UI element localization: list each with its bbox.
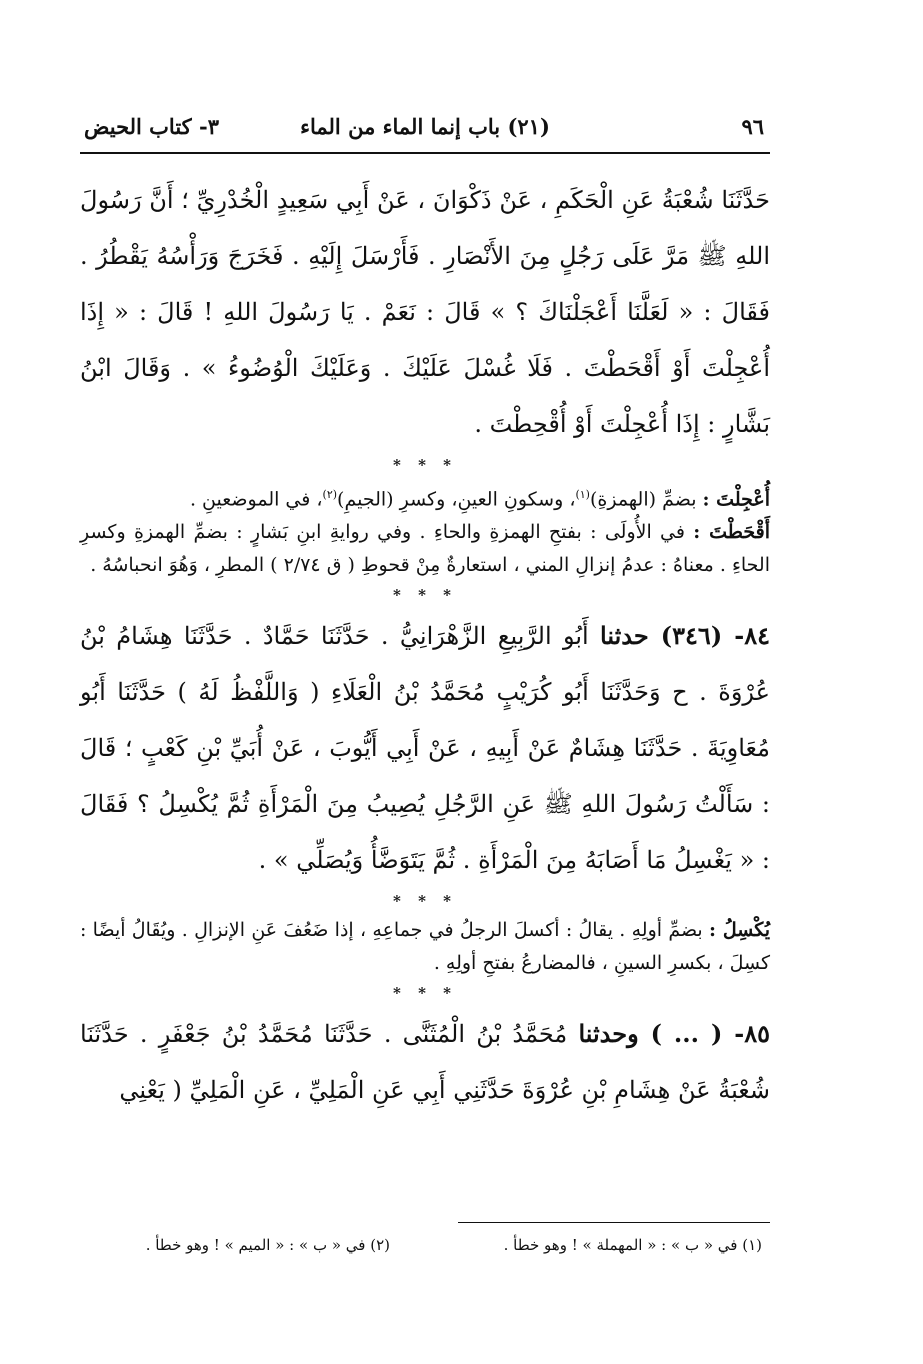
hadith-85 bbox=[80, 1006, 770, 1118]
hadith-number: ٨٤- bbox=[734, 621, 770, 651]
gloss-note bbox=[80, 914, 770, 980]
footnote-1: (١) في « ب » : « المهملة » ! وهو خطأ . bbox=[503, 1236, 762, 1254]
hadith-passage-continued: حَدَّثَنَا شُعْبَةُ عَنِ الْحَكَمِ ، عَنْ ذَكْوَانَ ، عَنْ أَبِي سَعِيدٍ الْخُدْرِيِّ ؛ أَنَّ رَسُولَ اللهِ ﷺ مَرَّ عَلَى رَجُلٍ مِنَ الأَنْصَارِ . فَأَرْسَلَ إِلَيْهِ . فَخَرَجَ وَرَأْسُهُ يَقْطُرُ . فَقَالَ : « لَعَلَّنَا أَعْجَلْنَاكَ ؟ » قَالَ : نَعَمْ . يَا رَسُولَ اللهِ ! قَالَ : « إِذَا أُعْجِلْتَ أَوْ أَقْحَطْتَ . فَلَا غُسْلَ عَلَيْكَ . وَعَلَيْكَ الْوُضُوءُ » . وَقَالَ ابْنُ بَشَّارٍ : إِذَا أُعْجِلْتَ أَوْ أُقْحِطْتَ . bbox=[80, 186, 770, 438]
gloss-text: ، في الموضعينِ . bbox=[189, 488, 323, 511]
page-number: ٩٦ bbox=[741, 114, 764, 139]
gloss-note bbox=[80, 516, 770, 582]
gloss-text: بضمِّ أولِهِ . يقالُ : أكسلَ الرجلُ في جماعِهِ ، إذا ضَعُفَ عَنِ الإنزالِ . ويُقَالُ أيضًا : كسِلَ ، بكسرِ السينِ ، فالمضارعُ بفتحِ أولِهِ . bbox=[80, 919, 770, 975]
hadith-lead: (٣٤٦) حدثنا bbox=[600, 621, 735, 651]
gloss-term: أُعْجِلْتَ : bbox=[702, 488, 770, 511]
chapter-title: (٢١) باب إنما الماء من الماء bbox=[300, 114, 550, 139]
footnote-ref[interactable]: (٢) bbox=[322, 488, 338, 501]
gloss-text: ، وسكونِ العينِ، وكسرِ (الجيمِ) bbox=[337, 488, 576, 511]
page-body bbox=[80, 172, 770, 1118]
footnote-2: (٢) في « ب » : « الميم » ! وهو خطأ . bbox=[145, 1236, 390, 1254]
gloss-text: بضمِّ (الهمزةِ) bbox=[589, 488, 703, 511]
hadith-lead: ( ... ) وحدثنا bbox=[578, 1019, 735, 1049]
hadith-text: أَبُو الرَّبِيعِ الزَّهْرَانِيُّ . حَدَّثَنَا حَمَّادٌ . حَدَّثَنَا هِشَامُ بْنُ عُرْوَةَ . ح وَحَدَّثَنَا أَبُو كُرَيْبٍ مُحَمَّدُ بْنُ الْعَلَاءِ ( وَاللَّفْظُ لَهُ ) حَدَّثَنَا أَبُو مُعَاوِيَةَ . حَدَّثَنَا هِشَامٌ عَنْ أَبِيهِ ، عَنْ أَبِي أَيُّوبَ ، عَنْ أُبَيِّ بْنِ كَعْبٍ ؛ قَالَ : سَأَلْتُ رَسُولَ اللهِ ﷺ عَنِ الرَّجُلِ يُصِيبُ مِنَ الْمَرْأَةِ ثُمَّ يُكْسِلُ ؟ فَقَالَ : « يَغْسِلُ مَا أَصَابَهُ مِنَ الْمَرْأَةِ . ثُمَّ يَتَوَضَّأُ وَيُصَلِّي » . bbox=[80, 622, 770, 875]
book-title: ٣- كتاب الحيض bbox=[84, 114, 219, 139]
section-separator: * * * bbox=[393, 586, 457, 605]
section-separator: * * * bbox=[393, 456, 457, 474]
section-separator: * * * bbox=[393, 892, 457, 911]
hadith-84 bbox=[80, 608, 770, 888]
hadith-text: مُحَمَّدُ بْنُ الْمُثَنَّى . حَدَّثَنَا مُحَمَّدُ بْنُ جَعْفَرٍ . حَدَّثَنَا شُعْبَةُ عَنْ هِشَامِ بْنِ عُرْوَةَ حَدَّثَنِي أَبِي عَنِ الْمَلِيِّ ، عَنِ الْمَلِيِّ ( يَعْنِي bbox=[80, 1020, 770, 1105]
gloss-note bbox=[80, 478, 770, 516]
hadith-number: ٨٥- bbox=[734, 1019, 770, 1049]
gloss-text: في الأُولَى : بفتحِ الهمزةِ والحاءِ . وفي روايةِ ابنِ بَشارٍ : بضمِّ الهمزةِ وكسرِ الحاءِ . معناهُ : عدمُ إنزالِ المني ، استعارةٌ مِنْ قحوطِ ( ق ٢/٧٤ ) المطرِ ، وَهُوَ انحباسُهُ . bbox=[80, 521, 770, 577]
footnote-rule bbox=[458, 1222, 770, 1223]
footnote-ref[interactable]: (١) bbox=[575, 488, 590, 501]
gloss-term: أَقْحَطْتَ : bbox=[693, 521, 771, 544]
section-separator: * * * bbox=[393, 984, 457, 1003]
gloss-term: يُكْسِلُ : bbox=[709, 919, 771, 942]
running-header bbox=[80, 112, 770, 154]
footnotes bbox=[80, 1222, 770, 1262]
